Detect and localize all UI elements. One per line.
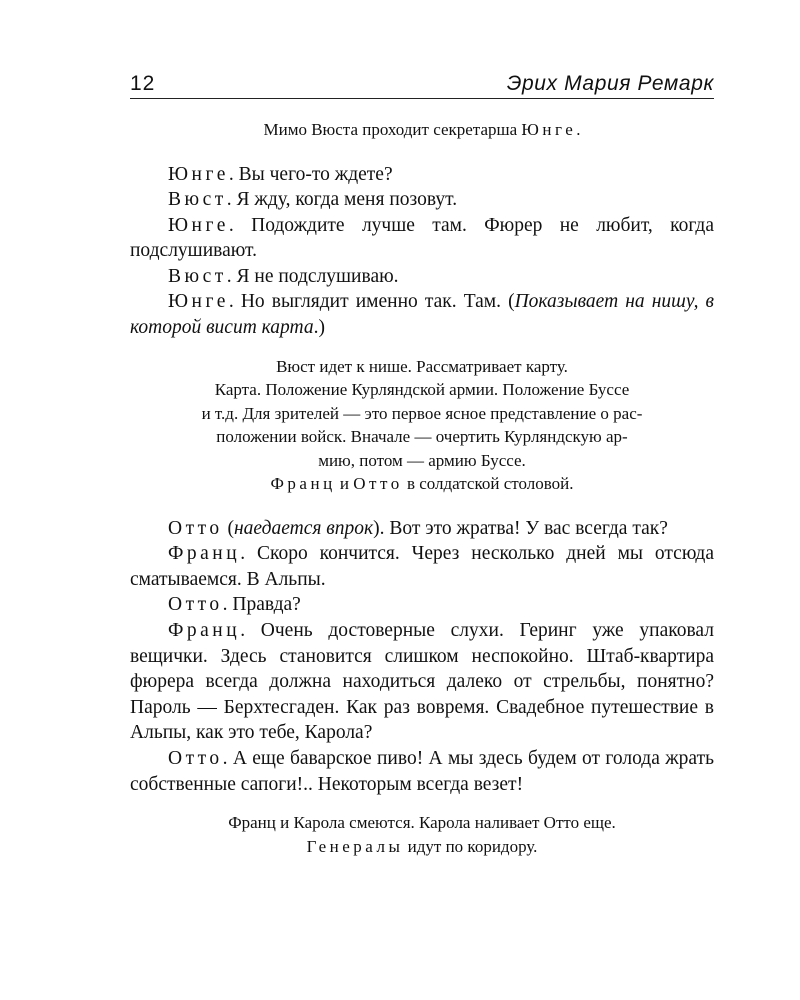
stage-text: и <box>335 474 354 494</box>
dialogue-line <box>130 187 714 213</box>
speaker-name: Вюст <box>168 189 227 211</box>
dialogue-line <box>130 289 714 340</box>
speaker-name: Франц <box>168 620 241 642</box>
dialogue-text: . Скоро кончится. Через несколько дней мы отсюда сматываемся. В Альпы. <box>130 543 714 590</box>
dialogue-line <box>130 264 714 290</box>
dialogue-text: . Подождите лучше там. Фюрер не любит, когда подслушивают. <box>130 214 714 262</box>
dialogue-line <box>130 516 714 542</box>
stage-text: Мимо Вюста проходит секретарша <box>263 120 522 139</box>
dialogue-text: . Я не подслушиваю. <box>226 265 399 287</box>
speaker-name: Франц <box>168 543 241 565</box>
stage-line <box>130 472 714 496</box>
page-number: 12 <box>130 72 156 95</box>
speaker-name: Отто <box>168 517 223 539</box>
stage-line: Франц и Карола смеются. Карола наливает Отто еще. <box>228 813 616 833</box>
page-body <box>130 118 714 858</box>
character-name: Отто <box>353 474 403 494</box>
character-name: Генералы <box>306 836 404 856</box>
stage-text: идут по коридору. <box>403 836 538 856</box>
speaker-name: Вюст <box>168 265 227 287</box>
stage-line <box>130 835 714 859</box>
dialogue-line <box>130 746 714 797</box>
dialogue-text: . Но выглядит именно так. Там. ( <box>228 291 515 313</box>
dialogue-text: . Вы чего-то ждете? <box>228 163 393 185</box>
running-title: Эрих Мария Ремарк <box>506 72 714 95</box>
stage-line: Карта. Положение Курляндской армии. Положение Буссе <box>214 380 630 400</box>
dialogue-text: . А еще баварское пиво! А мы здесь будем от голода жрать собственные сапоги!.. Некоторым всегда везет! <box>130 748 714 795</box>
dialogue-remark: Показывает на нишу, в которой висит карта <box>130 291 714 339</box>
speaker-name: Отто <box>168 748 223 769</box>
dialogue-text: . Очень достоверные слухи. Геринг уже упаковал вещички. Здесь становится слишком неспокойно. Штаб-квартира фюрера всегда должна находиться далеко от стрельбы, понятно? Пароль — Берхтесгаден. Как раз вовремя. Свадебное путешествие в Альпы, как это тебе, Карола? <box>130 620 714 744</box>
dialogue-line <box>130 541 714 592</box>
dialogue-line <box>130 618 714 746</box>
stage-direction <box>130 118 714 142</box>
character-name: Франц <box>270 474 336 494</box>
dialogue-text: ( <box>222 517 234 539</box>
dialogue-line <box>130 592 714 618</box>
stage-line: положении войск. Вначале — очертить Курляндскую ар- <box>216 427 628 447</box>
stage-line: Вюст идет к нише. Рассматривает карту. <box>276 356 568 376</box>
stage-line: мию, потом — армию Буссе. <box>318 450 526 470</box>
character-name: Юнге <box>521 120 577 139</box>
dialogue-remark: наедается впрок <box>234 517 374 539</box>
dialogue-text: . Правда? <box>222 594 301 616</box>
dialogue-line <box>130 213 714 264</box>
dialogue-text: . Я жду, когда меня позовут. <box>226 189 458 211</box>
stage-direction <box>130 811 714 858</box>
stage-line: и т.д. Для зрителей — это первое ясное представление о рас- <box>201 403 643 423</box>
speaker-name: Юнге <box>168 214 229 236</box>
stage-text: в солдатской столовой. <box>402 474 574 494</box>
stage-text: . <box>576 120 581 139</box>
speaker-name: Юнге <box>168 163 229 185</box>
dialogue-text: .) <box>313 317 325 339</box>
dialogue-text: ). Вот это жратва! У вас всегда так? <box>373 517 668 539</box>
speaker-name: Юнге <box>168 291 229 313</box>
stage-direction <box>130 355 714 496</box>
speaker-name: Отто <box>168 594 223 616</box>
page-header <box>130 70 714 99</box>
dialogue-line <box>130 162 714 188</box>
